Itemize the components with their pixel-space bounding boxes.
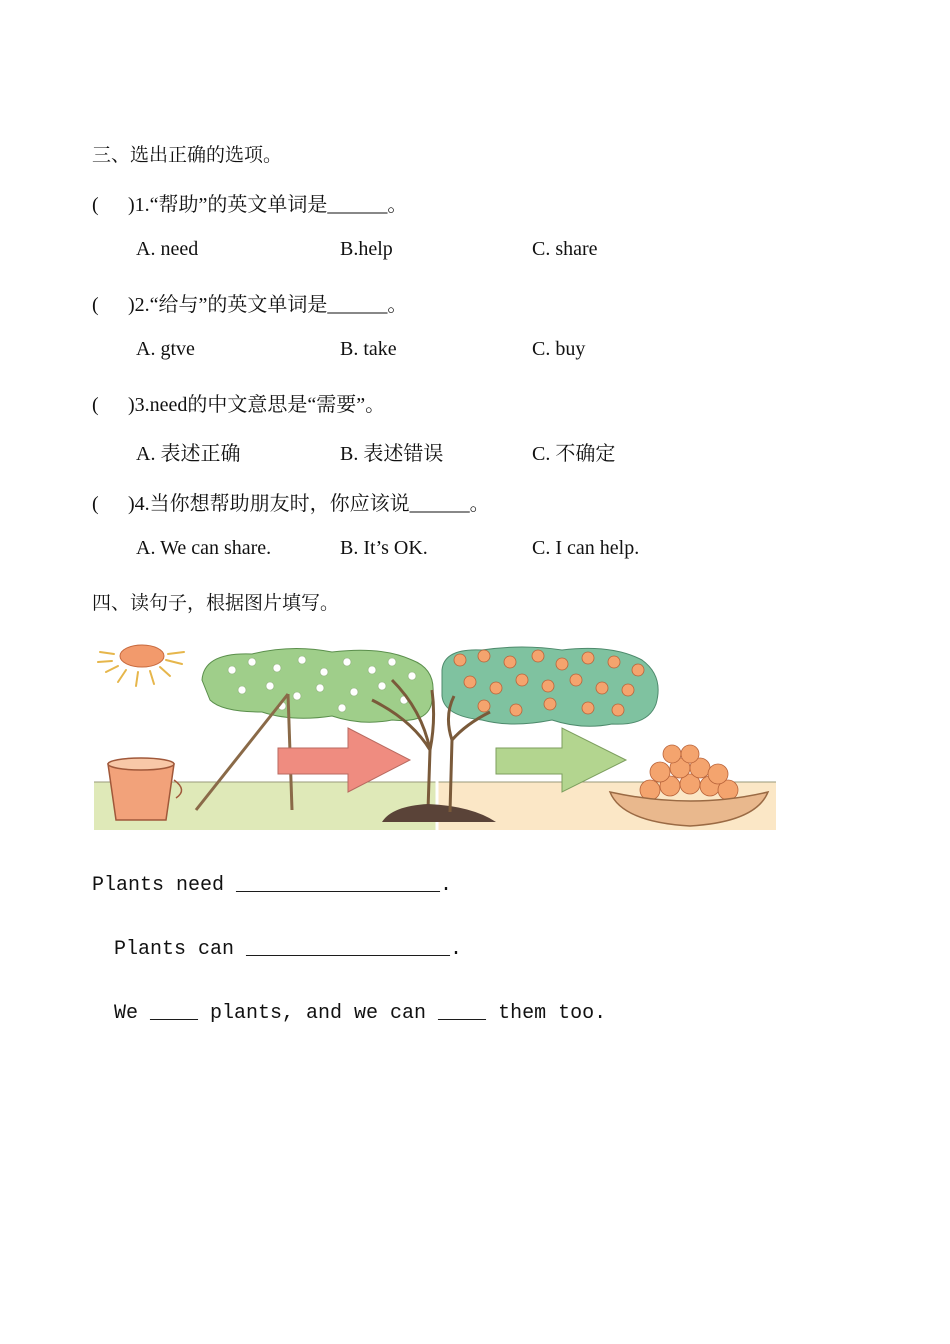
option-c: C. share [532, 238, 598, 260]
section-4-title: 四、读句子，根据图片填写。 [92, 592, 340, 614]
option-b: B. take [340, 338, 397, 360]
answer-paren[interactable]: ( [92, 294, 99, 316]
section-3-title: 三、选出正确的选项。 [92, 144, 283, 166]
option-a: A. need [136, 238, 199, 260]
option-a: A. We can share. [136, 537, 272, 559]
option-b: B.help [340, 238, 393, 260]
option-b: B. It’s OK. [340, 537, 428, 559]
question-3 [92, 388, 385, 417]
question-text: )1.“帮助”的英文单词是______。 [128, 194, 408, 216]
answer-paren[interactable]: ( [92, 493, 99, 515]
question-text: )4.当你想帮助朋友时，你应该说______。 [128, 493, 490, 515]
option-b: B. 表述错误 [340, 443, 444, 465]
sentence-plants-can: Plants can _________________. [114, 938, 463, 961]
question-1 [92, 188, 407, 217]
option-a: A. 表述正确 [136, 443, 241, 465]
answer-paren[interactable]: ( [92, 394, 99, 416]
answer-paren[interactable]: ( [92, 194, 99, 216]
sun-icon [98, 645, 184, 686]
question-2 [92, 288, 407, 317]
option-c: C. buy [532, 338, 586, 360]
question-4 [92, 487, 490, 516]
sentence-plants-need: Plants need _________________. [92, 874, 453, 897]
option-c: C. 不确定 [532, 443, 616, 465]
option-a: A. gtve [136, 338, 195, 360]
option-c: C. I can help. [532, 537, 640, 559]
question-text: )2.“给与”的英文单词是______。 [128, 294, 408, 316]
sentence-we-plants: We ____ plants, and we can ____ them too. [114, 1002, 607, 1025]
plant-growth-illustration [92, 640, 780, 832]
question-text: )3.need的中文意思是“需要”。 [128, 394, 386, 416]
